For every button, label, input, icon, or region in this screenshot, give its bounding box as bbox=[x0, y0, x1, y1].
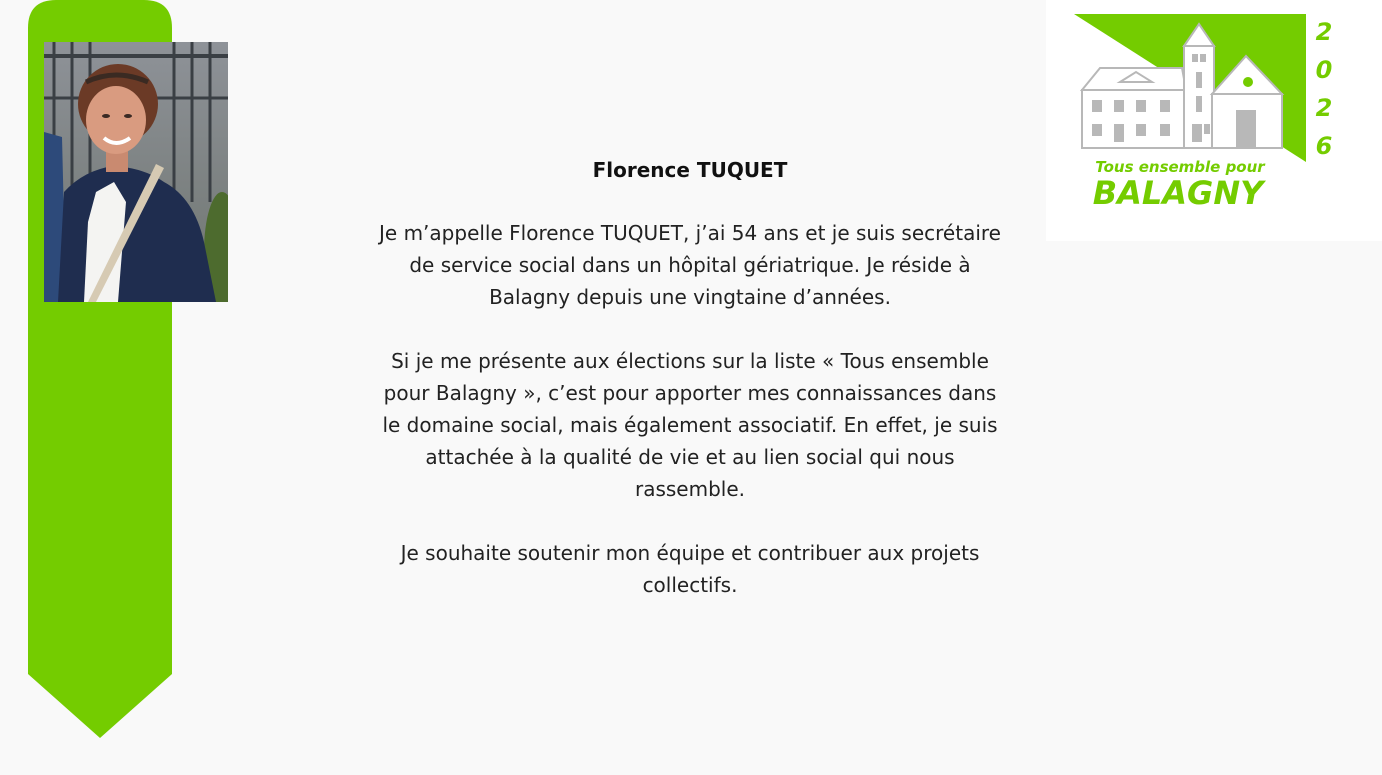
candidate-name: Florence TUQUET bbox=[592, 158, 788, 182]
year-digit: 2 bbox=[1315, 94, 1333, 122]
campaign-logo bbox=[1046, 0, 1382, 241]
profile-text bbox=[340, 152, 1040, 633]
logo-town: BALAGNY bbox=[1092, 174, 1264, 212]
paragraph-motivation: Si je me présente aux élections sur la liste « Tous ensemble pour Balagny », c’est pour apporter mes connaissances dans le domaine social, mais également associatif. En effet, je suis attachée à la qualité de vie et au lien social qui nous rassemble. bbox=[382, 349, 998, 501]
logo-tagline: Tous ensemble pour bbox=[1095, 158, 1265, 176]
year-digit: 0 bbox=[1315, 56, 1333, 84]
year-digit: 6 bbox=[1315, 132, 1333, 160]
paragraph-intro: Je m’appelle Florence TUQUET, j’ai 54 ans et je suis secrétaire de service social dans un hôpital gériatrique. Je réside à Balagny depuis une vingtaine d’années. bbox=[379, 221, 1001, 309]
portrait-photo bbox=[44, 42, 228, 302]
year-digit: 2 bbox=[1315, 18, 1333, 46]
paragraph-goal: Je souhaite soutenir mon équipe et contribuer aux projets collectifs. bbox=[400, 541, 980, 597]
